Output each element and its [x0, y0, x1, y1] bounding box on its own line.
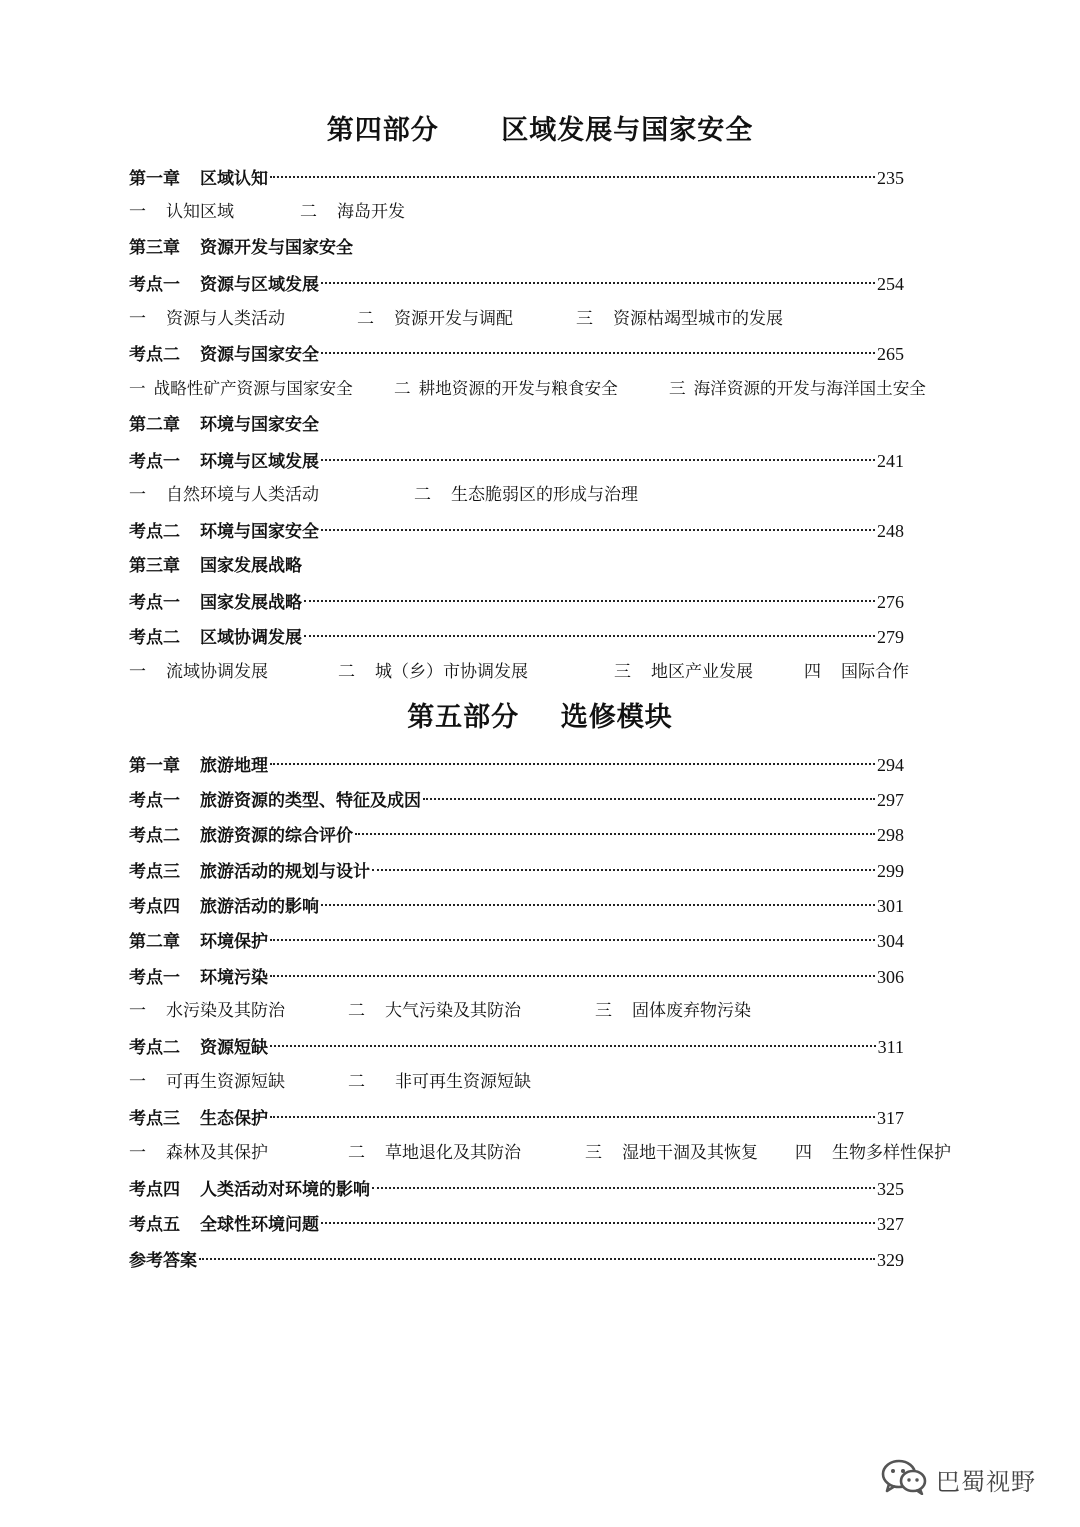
toc-label: 第二章 — [129, 932, 180, 952]
toc-title: 旅游资源的类型、特征及成因 — [200, 791, 421, 811]
toc-page-number: 235 — [877, 168, 904, 188]
dot-leader — [372, 869, 875, 871]
subtopic-item: 二 草地退化及其防治 — [348, 1143, 521, 1163]
subtopic-item: 三 地区产业发展 — [614, 662, 753, 682]
toc-page-number: 317 — [877, 1108, 904, 1128]
toc-page-number: 298 — [877, 825, 904, 845]
subtopic-item: 一 流域协调发展 — [129, 662, 268, 682]
toc-subtopic-row — [129, 376, 974, 402]
subtopic-item: 二 生态脆弱区的形成与治理 — [414, 485, 638, 505]
toc-label: 考点五 — [129, 1215, 180, 1235]
toc-answers-row[interactable] — [129, 1247, 904, 1273]
toc-subtopic-row — [129, 199, 929, 225]
toc-page-number: 325 — [877, 1179, 904, 1199]
dot-leader — [270, 939, 875, 941]
subtopic-item: 一 资源与人类活动 — [129, 309, 285, 329]
toc-topic-row[interactable] — [129, 518, 904, 544]
toc-chapter-row[interactable] — [129, 752, 904, 778]
toc-subtopic-row — [129, 1069, 929, 1095]
toc-page-number: 329 — [877, 1250, 904, 1270]
toc-title: 区域认知 — [200, 169, 268, 189]
toc-page-number: 265 — [877, 344, 904, 364]
toc-label: 考点一 — [129, 452, 180, 472]
toc-label: 考点一 — [129, 968, 180, 988]
toc-label: 第三章 — [129, 556, 180, 576]
dot-leader — [321, 459, 875, 461]
dot-leader — [355, 833, 875, 835]
toc-title: 资源与国家安全 — [200, 345, 319, 365]
wechat-icon — [880, 1459, 928, 1499]
toc-topic-row[interactable] — [129, 1034, 904, 1060]
toc-title: 环境保护 — [200, 932, 268, 952]
subtopic-item: 二 资源开发与调配 — [357, 309, 513, 329]
toc-label: 考点一 — [129, 275, 180, 295]
toc-label: 第二章 — [129, 415, 180, 435]
toc-title: 国家发展战略 — [200, 556, 302, 576]
toc-page-number: 241 — [877, 451, 904, 471]
watermark — [880, 1459, 1036, 1499]
dot-leader — [270, 975, 875, 977]
toc-label: 考点二 — [129, 1038, 180, 1058]
toc-topic-row[interactable] — [129, 341, 904, 367]
toc-label: 考点一 — [129, 593, 180, 613]
dot-leader — [270, 1045, 876, 1047]
toc-page-number: 306 — [877, 967, 904, 987]
part-four-title: 第四部分 区域发展与国家安全 — [326, 115, 754, 146]
toc-subtopic-row — [129, 659, 929, 685]
toc-title: 生态保护 — [200, 1109, 268, 1129]
toc-label: 考点四 — [129, 897, 180, 917]
toc-topic-row[interactable] — [129, 624, 904, 650]
subtopic-item: 四 生物多样性保护 — [795, 1143, 951, 1163]
subtopic-item: 一 可再生资源短缺 — [129, 1072, 285, 1092]
toc-chapter-row[interactable] — [129, 928, 904, 954]
dot-leader — [199, 1258, 875, 1260]
toc-label: 考点三 — [129, 862, 180, 882]
toc-topic-row[interactable] — [129, 787, 904, 813]
toc-label: 考点二 — [129, 826, 180, 846]
toc-title: 资源短缺 — [200, 1038, 268, 1058]
dot-leader — [321, 352, 875, 354]
toc-page-number: 297 — [877, 790, 904, 810]
dot-leader — [270, 763, 875, 765]
toc-topic-row[interactable] — [129, 271, 904, 297]
toc-title: 旅游地理 — [200, 756, 268, 776]
subtopic-item: 二 城（乡）市协调发展 — [338, 662, 528, 682]
toc-title: 旅游资源的综合评价 — [200, 826, 353, 846]
subtopic-item: 一 认知区域 — [129, 202, 234, 222]
toc-topic-row[interactable] — [129, 589, 904, 615]
toc-title: 人类活动对环境的影响 — [200, 1180, 370, 1200]
toc-label: 第一章 — [129, 756, 180, 776]
toc-page-number: 301 — [877, 896, 904, 916]
toc-title: 区域协调发展 — [200, 628, 302, 648]
toc-topic-row[interactable] — [129, 893, 904, 919]
dot-leader — [304, 600, 875, 602]
subtopic-item: 四 国际合作 — [804, 662, 909, 682]
toc-label: 考点一 — [129, 791, 180, 811]
subtopic-item: 一 自然环境与人类活动 — [129, 485, 319, 505]
subtopic-item: 三 资源枯竭型城市的发展 — [576, 309, 783, 329]
toc-label: 考点二 — [129, 345, 180, 365]
toc-label: 第三章 — [129, 238, 180, 258]
toc-page-number: 276 — [877, 592, 904, 612]
toc-page-number: 311 — [877, 1037, 904, 1057]
toc-page-number: 299 — [877, 861, 904, 881]
toc-page-number: 294 — [877, 755, 904, 775]
subtopic-item: 二 非可再生资源短缺 — [348, 1072, 531, 1092]
toc-label: 第一章 — [129, 169, 180, 189]
subtopic-item: 三 固体废弃物污染 — [595, 1001, 751, 1021]
toc-page-number: 279 — [877, 627, 904, 647]
toc-topic-row[interactable] — [129, 1105, 904, 1131]
toc-title: 旅游活动的规划与设计 — [200, 862, 370, 882]
toc-title: 环境污染 — [200, 968, 268, 988]
toc-subtopic-row — [129, 1140, 974, 1166]
toc-page-number: 254 — [877, 274, 904, 294]
dot-leader — [270, 176, 875, 178]
subtopic-item: 三 湿地干涸及其恢复 — [585, 1143, 758, 1163]
toc-chapter-row[interactable] — [129, 553, 904, 579]
toc-subtopic-row — [129, 306, 929, 332]
toc-title: 环境与国家安全 — [200, 415, 319, 435]
toc-title: 资源与区域发展 — [200, 275, 319, 295]
toc-label: 考点二 — [129, 628, 180, 648]
toc-title: 国家发展战略 — [200, 593, 302, 613]
toc-topic-row[interactable] — [129, 1211, 904, 1237]
subtopic-item: 一 水污染及其防治 — [129, 1001, 285, 1021]
dot-leader — [270, 1116, 875, 1118]
toc-chapter-row[interactable] — [129, 412, 904, 438]
dot-leader — [321, 282, 875, 284]
dot-leader — [304, 635, 875, 637]
toc-topic-row[interactable] — [129, 1176, 904, 1202]
toc-topic-row[interactable] — [129, 964, 904, 990]
dot-leader — [423, 798, 875, 800]
toc-topic-row[interactable] — [129, 858, 904, 884]
toc-topic-row[interactable] — [129, 822, 904, 848]
subtopic-item: 一 森林及其保护 — [129, 1143, 268, 1163]
toc-label: 考点三 — [129, 1109, 180, 1129]
toc-title: 环境与国家安全 — [200, 522, 319, 542]
toc-chapter-row[interactable] — [129, 235, 904, 261]
toc-title: 全球性环境问题 — [200, 1215, 319, 1235]
subtopic-item: 一 战略性矿产资源与国家安全 — [129, 379, 353, 398]
toc-title: 旅游活动的影响 — [200, 897, 319, 917]
dot-leader — [372, 1187, 875, 1189]
toc-label: 考点二 — [129, 522, 180, 542]
toc-title: 环境与区域发展 — [200, 452, 319, 472]
toc-label: 考点四 — [129, 1180, 180, 1200]
toc-title: 资源开发与国家安全 — [200, 238, 353, 258]
dot-leader — [321, 904, 875, 906]
toc-subtopic-row — [129, 482, 929, 508]
toc-page-number: 248 — [877, 521, 904, 541]
toc-subtopic-row — [129, 998, 929, 1024]
toc-page-number: 304 — [877, 931, 904, 951]
toc-chapter-row[interactable] — [129, 165, 904, 191]
watermark-text: 巴蜀视野 — [936, 1467, 1036, 1496]
subtopic-item: 二 海岛开发 — [300, 202, 405, 222]
toc-page-number: 327 — [877, 1214, 904, 1234]
dot-leader — [321, 1222, 875, 1224]
toc-title: 参考答案 — [129, 1251, 197, 1271]
subtopic-item: 二 耕地资源的开发与粮食安全 — [394, 379, 618, 398]
part-five-title: 第五部分 选修模块 — [407, 702, 673, 733]
subtopic-item: 二 大气污染及其防治 — [348, 1001, 521, 1021]
toc-topic-row[interactable] — [129, 448, 904, 474]
subtopic-item: 三 海洋资源的开发与海洋国土安全 — [669, 379, 926, 398]
dot-leader — [321, 529, 875, 531]
